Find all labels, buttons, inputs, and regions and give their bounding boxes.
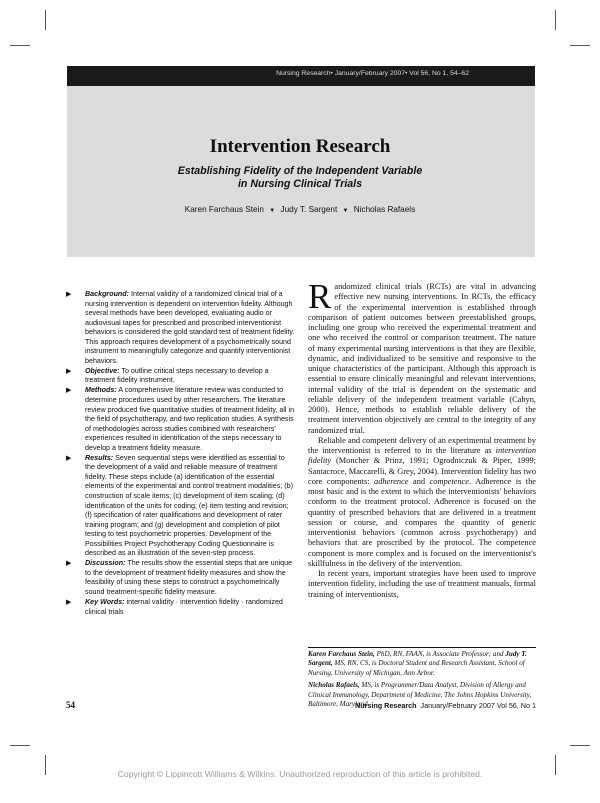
triangle-right-icon: ▶ (66, 367, 72, 375)
body-paragraph (308, 436, 536, 569)
emphasis: competence (429, 476, 469, 486)
paragraph-text: and (408, 476, 430, 486)
author: Judy T. Sargent (280, 205, 338, 214)
abstract (66, 290, 296, 618)
crop-mark (10, 45, 30, 46)
drop-cap: R (308, 277, 332, 316)
abstract-text: A comprehensive literature review was conducted to determine procedures used by other researchers. The literature review produced five quantitative studies of treatment fidelity, all in the field of psychotherapy, and two replication studies. A synthesis of methodologies across studies combined with researchers' experiences resulted in identification of the steps necessary to develop a treatment fidelity measure. (85, 386, 295, 452)
triangle-right-icon: ▶ (66, 454, 72, 462)
abstract-section (66, 386, 296, 453)
abstract-section (66, 290, 296, 366)
crop-mark (570, 745, 590, 746)
footnote-author: Nicholas Rafaels, (308, 681, 360, 690)
paragraph-text: . Adherence is the most basic and is the extent to which the interventionists' behaviors conform to the treatment protocol. Adherence is focused on the quantity of prescribed behaviors that are delivered in a treatment session or course, and compares the quantity of generic interventionist behaviors (common across psychotherapy) and behaviors that are proscribed by the protocol. The competence component is more complex and is focused on the interventionist's skillfulness in the delivery of the intervention. (308, 476, 537, 568)
abstract-text: Internal validity of a randomized clinical trial of a nursing intervention is dependent on intervention fidelity. Although several methods have been developed, evaluating audio or audiovisual tapes for prescribed and proscribed interventionist behaviors is considered the gold standard test of treatment fidelity. This approach requires development of a psychometrically sound instrument to meaningfully categorize and quantify interventionist behaviors. (85, 290, 295, 365)
running-header-band (67, 66, 535, 86)
emphasis: adherence (374, 476, 409, 486)
footnote-divider (308, 647, 536, 648)
separator-icon: ▼ (269, 208, 276, 214)
abstract-text: internal validity · intervention fidelity · randomized clinical trials (85, 598, 283, 616)
author-list (0, 205, 600, 214)
page-number: 54 (66, 700, 75, 710)
abstract-heading: Background: (85, 290, 130, 298)
abstract-section (66, 367, 296, 386)
footnote (308, 650, 536, 678)
footnote-text: MS, is Programmer/Data Analyst, Division of Allergy and Clinical Immunology, Department of Medicine, The Johns Hopkins University, Baltimore, Maryland. (308, 681, 532, 709)
crop-mark (570, 45, 590, 46)
triangle-right-icon: ▶ (66, 387, 72, 395)
crop-mark (555, 10, 556, 30)
article-subtitle (150, 165, 450, 191)
abstract-text: Seven sequential steps were identified as essential to the development of a valid and reliable measure of treatment fidelity. These steps include (a) identification of the essential elements of the experimental and control treatment modalities; (b) construction of scale items; (c) development of item scaling; (d) identification of the units for coding; (e) item testing and revision; (f) specification of rater qualifications and development of rater training program; and (g) development and completion of pilot testing to test psychometric properties. Development of the Possibilities Project Psychotherapy Coding Questionnaire is described as an illustration of the seven-step process. (85, 453, 293, 558)
footnote-text: MS, RN, CS, is Doctoral Student and Research Assistant, School of Nursing, University of Michigan, Ann Arbor. (308, 659, 525, 677)
crop-mark (45, 10, 46, 30)
body-paragraph (308, 569, 536, 600)
crop-mark (10, 745, 30, 746)
footnote-author: Judy T. Sargent, (308, 650, 527, 668)
triangle-right-icon: ▶ (66, 560, 72, 568)
footnote-author: Karen Farchaus Stein, (308, 650, 375, 658)
abstract-heading: Objective: (85, 366, 120, 375)
footer-journal (355, 701, 536, 710)
issue-info: January/February 2007 Vol 56, No 1 (420, 701, 536, 710)
subtitle-line: in Nursing Clinical Trials (237, 178, 363, 190)
paragraph-text: andomized clinical trials (RCTs) are vital in advancing effective new nursing interventions. In RCTs, the efficacy of the experimental intervention is established through comparison of patient outcomes between preestablished groups, including one group who received the experimental treatment and one who received the control or comparison treatment. The nature of many experimental nursing interventions is that they are flexible, dynamic, and individualized to be sensitive and responsive to the unique characteristics of the participant. Although this approach is essential to ensure clinically meaningful and relevant interventions, internal validity of the trial is dependent on the systematic and reliable delivery of the independent treatment variable (Cahyn, 2000). Hence, methods to establish reliable delivery of the treatment intervention objectively are central to the integrity of any randomized trial. (308, 282, 536, 435)
abstract-section (66, 454, 296, 559)
body-text (308, 277, 537, 600)
abstract-heading: Results: (85, 453, 114, 462)
abstract-heading: Discussion: (85, 559, 126, 568)
body-paragraph (308, 277, 536, 436)
triangle-right-icon: ▶ (66, 291, 72, 298)
abstract-heading: Methods: (85, 386, 117, 395)
separator-icon: ▼ (342, 208, 349, 214)
article-title: Intervention Research (209, 136, 391, 157)
abstract-text: The results show the essential steps that are unique to the development of treatment fidelity measures and show the feasibility of using these steps to construct a psychometrically sound treatment-specific fidelity measure. (85, 559, 293, 596)
triangle-right-icon: ▶ (66, 599, 72, 606)
paragraph-text: (Moncher & Prinz, 1991; Ogrodniczuk & Piper, 1999; Santacroce, Maccarelli, & Grey, 2004). Intervention fidelity has two core components: (308, 456, 536, 486)
abstract-section (66, 598, 296, 617)
journal-name: Nursing Research (355, 701, 417, 710)
abstract-section (66, 559, 296, 597)
paragraph-text: In recent years, important strategies have been used to improve intervention fidelity, including the use of treatment manuals, formal training of interventionists, (308, 569, 536, 599)
running-header: Nursing Research• January/February 2007• Vol 56, No 1, 54–62 (276, 70, 469, 77)
subtitle-line: Establishing Fidelity of the Independent Variable (177, 165, 423, 177)
emphasis: intervention fidelity (308, 446, 536, 466)
author: Karen Farchaus Stein (184, 205, 264, 214)
footnote-text: PhD, RN, FAAN, is Associate Professor; and (374, 650, 506, 658)
paragraph-text: Reliable and competent delivery of an experimental treatment by the interventionist is referred to in the literature as (308, 435, 536, 455)
abstract-text: To outline critical steps necessary to develop a treatment fidelity instrument. (85, 366, 269, 385)
abstract-heading: Key Words: (85, 598, 125, 606)
copyright-notice: Copyright © Lippincott Williams & Wilkins. Unauthorized reproduction of this article is prohibited. (117, 769, 483, 779)
author: Nicholas Rafaels (353, 205, 416, 214)
